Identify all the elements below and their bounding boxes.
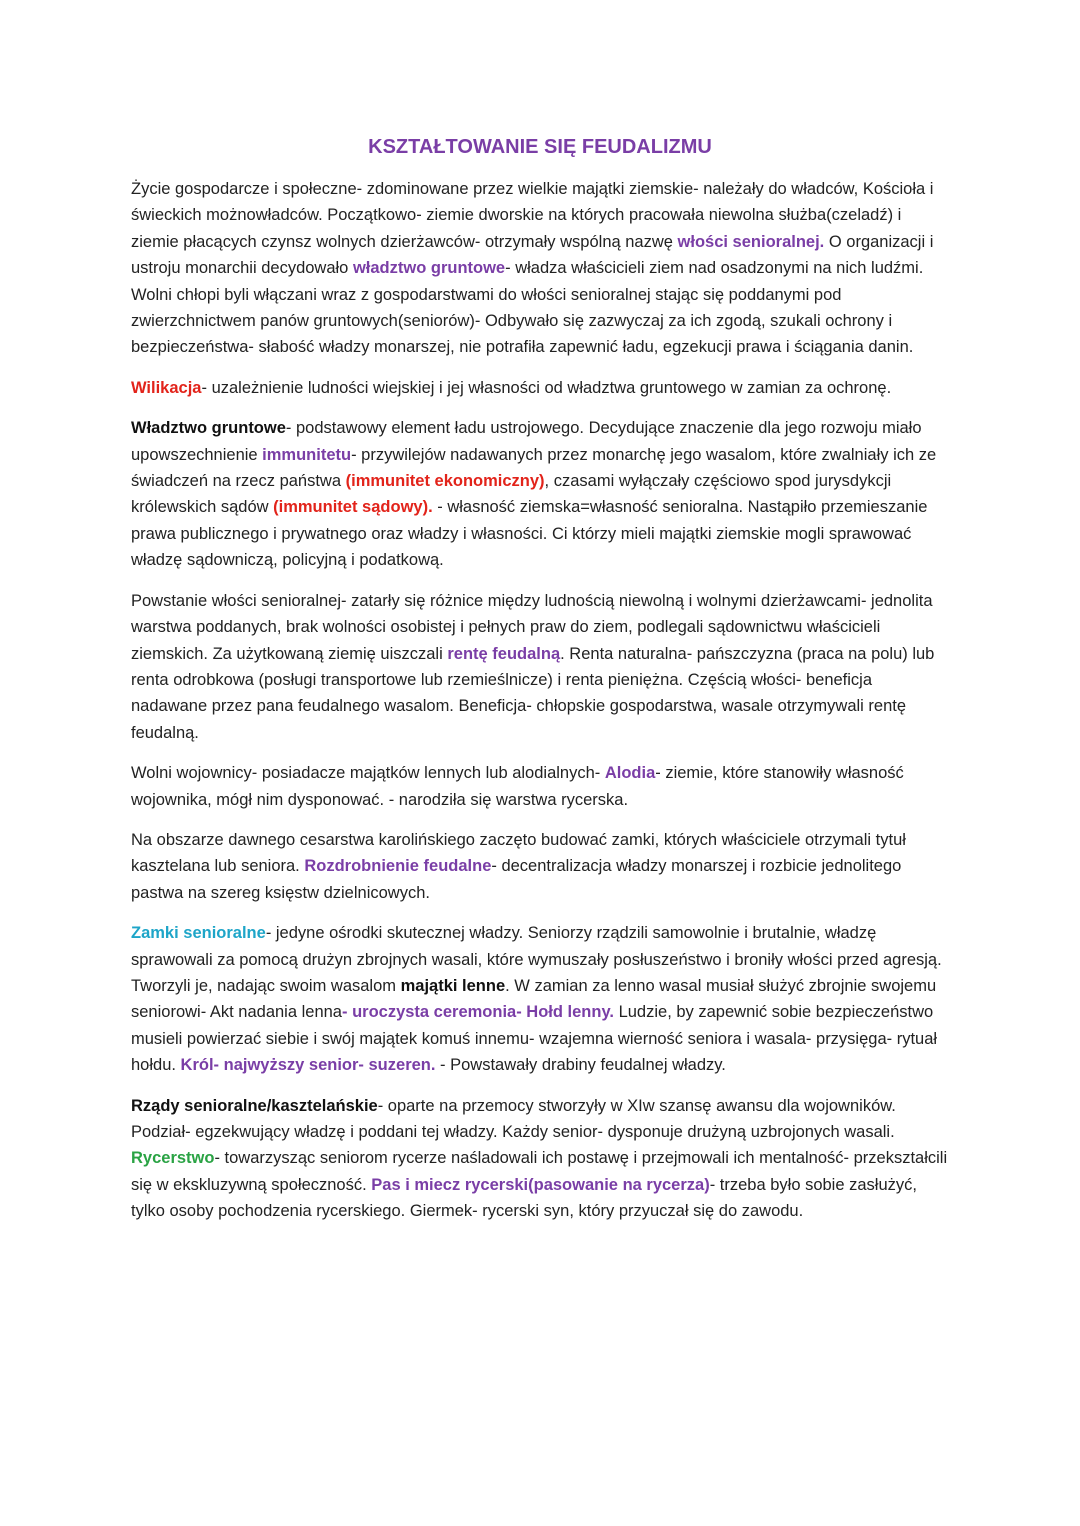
- paragraph-text: Ludzie, by zapewnić sobie bezpieczeństwo musieli powierzać siebie i swój majątek komuś innemu- wzajemna wierność seniora i wasala- przysięga- rytuał hołdu.: [131, 1003, 938, 1075]
- highlighted-term: włości senioralnej.: [677, 232, 825, 251]
- paragraph-text: - władza właścicieli ziem nad osadzonymi na nich ludźmi. Wolni chłopi byli włączani wraz z gospodarstwami do włości senioralnej stając się poddanymi pod zwierzchnictwem panów gruntowych(seniorów)- Odbywało się zazwyczaj za ich zgodą, szukali ochrony i bezpieczeństwa- słabość władzy monarszej, nie potrafiła zapewnić ładu, egzekucji prawa i ściągania danin.: [131, 259, 924, 357]
- highlighted-term: Alodia: [604, 764, 656, 783]
- highlighted-term: Król- najwyższy senior- suzeren.: [180, 1056, 436, 1075]
- document-page: [131, 134, 949, 1239]
- paragraph-intro: [131, 176, 949, 361]
- highlighted-term: Rządy senioralne/kasztelańskie: [131, 1096, 378, 1115]
- paragraph-text: - jedyne ośrodki skutecznej władzy. Seniorzy rządzili samowolnie i brutalnie, władzę sprawowali za pomocą drużyn zbrojnych wasali, które wymuszały posłuszeństwo i broniły włości przed agresją. Tworzyli je, nadając swoim wasalom: [131, 924, 942, 995]
- paragraph-text: Powstanie włości senioralnej- zatarły się różnice między ludnością niewolną i wolnymi dzierżawcami- jednolita warstwa poddanych, brak wolności osobistej i pełnych praw do ziem, podlegali sądownictwu właścicieli ziemskich. Za użytkowaną ziemię uiszczali: [131, 591, 933, 663]
- paragraph-wilikacja: [131, 375, 949, 401]
- paragraph-powstanie: [131, 588, 949, 746]
- paragraph-wojownicy: [131, 760, 949, 813]
- document-title: KSZTAŁTOWANIE SIĘ FEUDALIZMU: [368, 136, 712, 158]
- paragraph-text: - ziemie, które stanowiły własność wojownika, mógł nim dysponować. - narodziła się warstwa rycerska.: [131, 764, 904, 809]
- paragraph-text: - decentralizacja władzy monarszej i rozbicie jednolitego pastwa na szereg księstw dzielnicowych.: [131, 857, 902, 902]
- paragraph-text: . W zamian za lenno wasal musiał służyć zbrojnie swojemu seniorowi- Akt nadania lenna: [131, 976, 937, 1022]
- highlighted-term: (immunitet ekonomiczny): [345, 472, 545, 491]
- paragraph-text: - przywilejów nadawanych przez monarchę jego wasalom, które zwalniały ich ze świadczeń na rzecz państwa: [131, 445, 937, 491]
- paragraph-rzady: [131, 1093, 949, 1225]
- paragraph-text: - uzależnienie ludności wiejskiej i jej własności od władztwa gruntowego w zamian za ochronę.: [201, 378, 892, 397]
- highlighted-term: rentę feudalną: [447, 644, 561, 663]
- highlighted-term: - uroczysta ceremonia- Hołd lenny.: [341, 1003, 614, 1022]
- paragraph-text: - Powstawały drabiny feudalnej władzy.: [435, 1056, 726, 1075]
- paragraph-obszar: [131, 827, 949, 906]
- highlighted-term: immunitetu: [262, 445, 352, 464]
- highlighted-term: majątki lenne: [400, 976, 506, 995]
- paragraph-text: - oparte na przemocy stworzyły w XIw szansę awansu dla wojowników. Podział- egzekwujący władzę i poddani tej władzy. Każdy senior- dysponuje drużyną uzbrojonych wasali.: [131, 1096, 896, 1141]
- paragraph-text: Na obszarze dawnego cesarstwa karolińskiego zaczęto budować zamki, których właściciele otrzymali tytuł kasztelana lub seniora.: [131, 830, 906, 876]
- paragraph-text: - podstawowy element ładu ustrojowego. Decydujące znaczenie dla jego rozwoju miało upowszechnienie: [131, 419, 922, 464]
- paragraph-text: O organizacji i ustroju monarchii decydowało: [131, 232, 934, 278]
- highlighted-term: władztwo gruntowe: [352, 259, 506, 278]
- highlighted-term: Władztwo gruntowe: [131, 419, 286, 438]
- paragraph-text: Wolni wojownicy- posiadacze majątków lennych lub alodialnych-: [131, 764, 605, 783]
- paragraph-zamki: [131, 920, 949, 1078]
- highlighted-term: Rycerstwo: [131, 1149, 215, 1168]
- paragraph-text: - towarzysząc seniorom rycerze naśladowali ich postawę i przejmowali ich mentalność- przekształcili się w ekskluzywną społeczność.: [131, 1149, 948, 1194]
- paragraph-text: Życie gospodarcze i społeczne- zdominowane przez wielkie majątki ziemskie- należały do władców, Kościoła i świeckich możnowładców. Początkowo- ziemie dworskie na których pracowała niewolna służba(czeladź) i ziemie płacących czynsz wolnych dzierżawców- otrzymały wspólną nazwę: [131, 180, 934, 251]
- highlighted-term: Rozdrobnienie feudalne: [304, 857, 492, 876]
- document-body: [131, 176, 949, 1225]
- highlighted-term: Wilikacja: [131, 378, 202, 397]
- highlighted-term: Zamki senioralne: [131, 924, 266, 943]
- paragraph-text: - trzeba było sobie zasłużyć, tylko osoby pochodzenia rycerskiego. Giermek- rycerski syn, który przyuczał się do zawodu.: [131, 1175, 917, 1221]
- paragraph-text: . Renta naturalna- pańszczyzna (praca na polu) lub renta odrobkowa (posługi transportowe lub rzemieślnicze) i renta pieniężna. Częścią włości- beneficja nadawane przez pana feudalnego wasalom. Beneficja- chłopskie gospodarstwa, wasale otrzymywali rentę feudalną.: [131, 644, 935, 742]
- paragraph-wladztwo: [131, 415, 949, 573]
- highlighted-term: Pas i miecz rycerski(pasowanie na rycerza): [371, 1175, 710, 1194]
- paragraph-text: - własność ziemska=własność senioralna. Nastąpiło przemieszanie prawa publicznego i prywatnego oraz władzy i własności. Ci którzy mieli majątki ziemskie mogli sprawować władzę sądowniczą, policyjną i podatkową.: [131, 498, 928, 570]
- highlighted-term: (immunitet sądowy).: [273, 498, 433, 517]
- paragraph-text: , czasami wyłączały częściowo spod jurysdykcji królewskich sądów: [131, 472, 892, 517]
